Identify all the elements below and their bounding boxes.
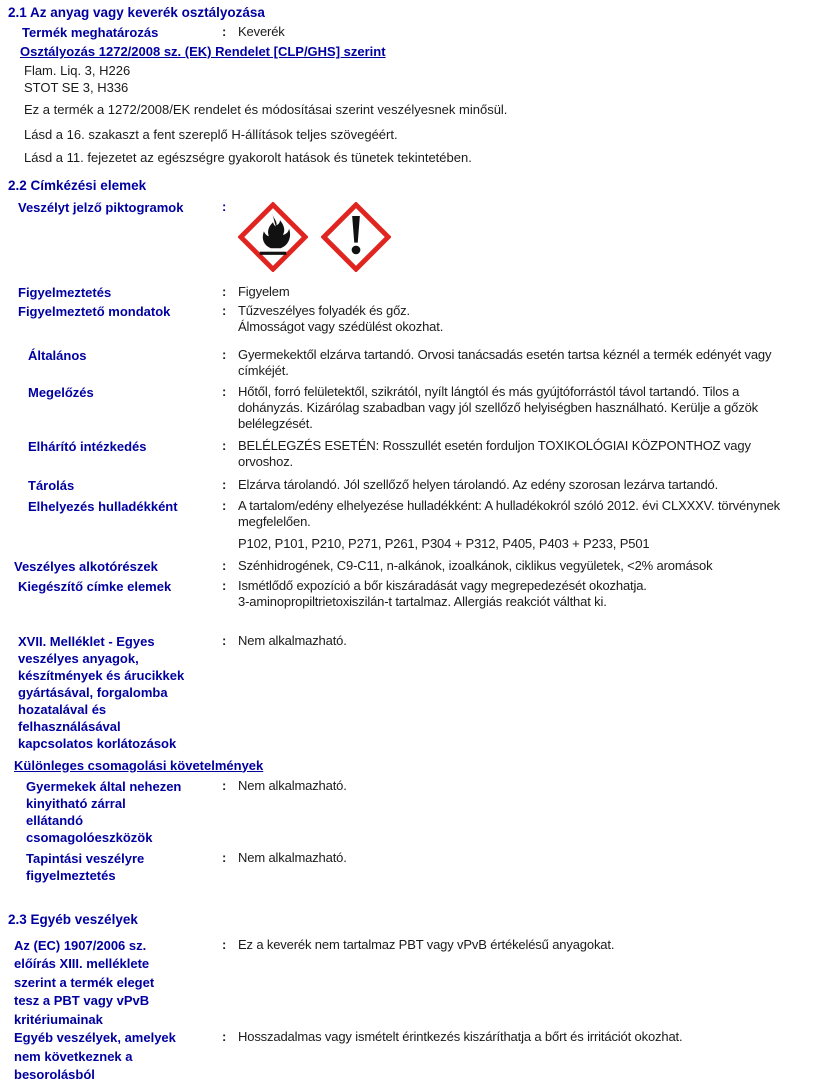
- colon-separator: :: [222, 632, 227, 648]
- pbt-vpvb-value: Ez a keverék nem tartalmaz PBT vagy vPvB értékelésű anyagokat.: [238, 936, 615, 952]
- precaution-disposal-value: A tartalom/edény elhelyezése hulladékként: A hulladékokról szóló 2012. évi CLXXXV. törvénynek megfelelően.: [238, 497, 781, 529]
- precaution-storage-row: [8, 477, 804, 494]
- colon-separator: :: [222, 476, 227, 492]
- tactile-warning-row: [8, 850, 804, 884]
- section-2-2-heading: 2.2 Címkézési elemek: [8, 177, 147, 193]
- colon-separator: :: [222, 302, 227, 318]
- precaution-prevention-label: Megelőzés: [28, 384, 94, 400]
- child-resistant-label: Gyermekek által nehezen kinyitható zárral ellátandó csomagolóeszközök: [26, 778, 182, 845]
- supplemental-statement: 3-aminopropiltrietoxiszilán-t tartalmaz. Allergiás reakciót válthat ki.: [238, 593, 607, 609]
- supplemental-statement: Ismétlődő expozíció a bőr kiszáradását vagy megrepedezését okozhatja.: [238, 577, 647, 593]
- colon-separator: :: [222, 437, 227, 453]
- hazardous-components-label: Veszélyes alkotórészek: [14, 558, 158, 574]
- classification-list: [8, 63, 804, 96]
- clp-classification-heading: Osztályozás 1272/2008 sz. (EK) Rendelet [CLP/GHS] szerint: [20, 44, 386, 59]
- colon-separator: :: [222, 777, 227, 793]
- colon-separator: :: [222, 24, 227, 39]
- pbt-vpvb-row: [8, 937, 804, 1030]
- hazard-statement: Tűzveszélyes folyadék és gőz.: [238, 302, 410, 318]
- hazard-statement: Álmosságot vagy szédülést okozhat.: [238, 318, 444, 334]
- classification-entry: Flam. Liq. 3, H226: [24, 63, 131, 78]
- precaution-prevention-value: Hőtől, forró felületektől, szikrától, nyílt lángtól és más gyújtóforrástól távol tartandó. Tilos a dohányzás. Kizárólag szabadban vagy jól szellőző helyiségben használható. Kerülje a gőzök belélegzését.: [238, 383, 758, 431]
- precaution-prevention-row: [8, 384, 804, 432]
- product-definition-row: [8, 24, 804, 41]
- other-hazards-row: [8, 1029, 804, 1085]
- precaution-disposal-label: Elhelyezés hulladékként: [28, 498, 178, 514]
- flame-pictogram-icon: [238, 202, 308, 272]
- precaution-response-value: BELÉLEGZÉS ESETÉN: Rosszullét esetén forduljon TOXIKOLÓGIAI KÖZPONTHOZ vagy orvoshoz.: [238, 437, 751, 469]
- hazard-statements-value: [238, 303, 804, 335]
- p-codes-row: [8, 536, 804, 552]
- colon-separator: :: [222, 1029, 227, 1044]
- other-hazards-value: Hosszadalmas vagy ismételt érintkezés kiszáríthatja a bőrt és irritációt okozhat.: [238, 1029, 683, 1044]
- precaution-response-row: [8, 438, 804, 470]
- pbt-vpvb-label: Az (EC) 1907/2006 sz. előírás XIII. melléklete szerint a termék eleget tesz a PBT vagy vPvB kritériumainak: [14, 937, 155, 1027]
- signal-word-row: [8, 284, 804, 301]
- product-definition-label: Termék meghatározás: [22, 25, 159, 40]
- supplemental-label-label: Kiegészítő címke elemek: [18, 578, 172, 594]
- colon-separator: :: [222, 497, 227, 513]
- hazard-pictograms-value: [238, 199, 804, 272]
- colon-separator: :: [222, 383, 227, 399]
- precaution-storage-value: Elzárva tárolandó. Jól szellőző helyen tárolandó. Az edény szorosan lezárva tartandó.: [238, 476, 719, 492]
- colon-separator: :: [222, 283, 227, 299]
- child-resistant-value: Nem alkalmazható.: [238, 777, 347, 793]
- hazardous-components-row: [8, 558, 804, 575]
- hazardous-components-value: Szénhidrogének, C9-C11, n-alkánok, izoalkánok, ciklikus vegyületek, <2% aromások: [238, 557, 713, 573]
- precaution-general-label: Általános: [28, 347, 87, 363]
- signal-word-value: Figyelem: [238, 283, 290, 299]
- colon-separator: :: [222, 198, 227, 214]
- precaution-general-row: [8, 347, 804, 379]
- classification-entry: STOT SE 3, H336: [24, 79, 129, 95]
- other-hazards-label: Egyéb veszélyek, amelyek nem következnek a besorolásból: [14, 1030, 176, 1082]
- colon-separator: :: [222, 849, 227, 865]
- pictogram-group: [238, 202, 804, 272]
- annex-xvii-row: [8, 633, 804, 752]
- precaution-response-label: Elhárító intézkedés: [28, 438, 147, 454]
- precaution-general-value: Gyermekektől elzárva tartandó. Orvosi tanácsadás esetén tartsa kéznél a termék edényét vagy címkéjét.: [238, 346, 772, 378]
- product-definition-value: Keverék: [238, 24, 285, 39]
- section-2-3-heading: 2.3 Egyéb veszélyek: [8, 911, 138, 927]
- p-codes-value: P102, P101, P210, P271, P261, P304 + P312, P405, P403 + P233, P501: [238, 535, 650, 551]
- tactile-warning-label: Tapintási veszélyre figyelmeztetés: [26, 850, 145, 883]
- section-2-1-heading: 2.1 Az anyag vagy keverék osztályozása: [8, 5, 265, 20]
- annex-xvii-label: XVII. Melléklet - Egyes veszélyes anyagok, készítmények és árucikkek gyártásával, forgalomba hozatalával és felhasználásával kapcsolatos korlátozások: [18, 633, 185, 751]
- precaution-storage-label: Tárolás: [28, 477, 75, 493]
- supplemental-label-value: [238, 578, 804, 610]
- colon-separator: :: [222, 346, 227, 362]
- hazard-statements-row: [8, 303, 804, 335]
- signal-word-label: Figyelmeztetés: [18, 284, 112, 300]
- colon-separator: :: [222, 557, 227, 573]
- annex-xvii-value: Nem alkalmazható.: [238, 632, 347, 648]
- hazard-statements-label: Figyelmeztető mondatok: [18, 303, 171, 319]
- see-section-11-note: Lásd a 11. fejezetet az egészségre gyakorolt hatások és tünetek tekintetében.: [24, 150, 472, 165]
- supplemental-label-row: [8, 578, 804, 610]
- child-resistant-row: [8, 778, 804, 846]
- colon-separator: :: [222, 936, 227, 952]
- hazard-pictograms-row: [8, 199, 804, 272]
- tactile-warning-value: Nem alkalmazható.: [238, 849, 347, 865]
- hazard-pictograms-label: Veszélyt jelző piktogramok: [18, 199, 184, 215]
- exclamation-mark-pictogram-icon: [321, 202, 391, 272]
- see-section-16-note: Lásd a 16. szakaszt a fent szereplő H-állítások teljes szövegéért.: [24, 126, 398, 142]
- precaution-disposal-row: [8, 498, 804, 530]
- colon-separator: :: [222, 577, 227, 593]
- special-packaging-heading: Különleges csomagolási követelmények: [14, 757, 264, 773]
- hazard-note: Ez a termék a 1272/2008/EK rendelet és módosításai szerint veszélyesnek minősül.: [24, 102, 508, 117]
